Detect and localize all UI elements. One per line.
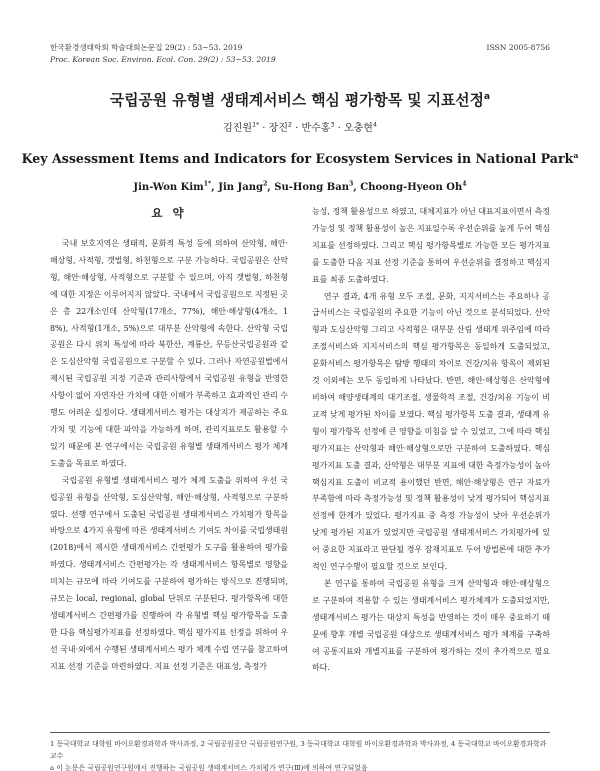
author-separator: , — [267, 182, 275, 193]
author-separator: , — [353, 182, 361, 193]
author-korean-1-mark: 1* — [252, 121, 260, 129]
author-korean-3: 반수홍 — [301, 123, 331, 134]
title-korean-footnote-mark: a — [483, 91, 491, 103]
author-separator: , — [211, 182, 219, 193]
abstract-right-column — [312, 204, 550, 677]
abstract-paragraph: 연구 결과, 4개 유형 모두 조절, 문화, 지지서비스는 주요하나 공급서비스는 국립공원의 주요한 기능이 아닌 것으로 분석되었다. 산악형과 도심산악형 그리고 사적형은 대부분 산림 생태계 위주임에 따라 조절서비스와 지지서비스의 핵심 평가항목은 동일하게 도출되었고, 문화서비스 평가항목은 탐방 행태의 차이로 건강/치유 항목이 제외된 것 이외에는 모두 동일하게 나타났다. 반면, 해안·해상형은 산악형에 비하여 해양생태계의 대기조절, 생물학적 조절, 건강/치유 기능이 비교적 낮게 평가된 차이를 보였다. 핵심 평가항목 도출 결과, 생태계 유형이 평가항목 선정에 큰 영향을 미침을 알 수 있었고, 그에 따라 핵심 평가지표는 산악형과 해안·해상형으로만 구분하여 도출하였다. 핵심 평가지표 도출 결과, 산악형은 대부분 지표에 대한 측정가능성이 높아 핵심지표 도출이 비교적 용이했던 반면, 해안·해상형은 연구 자료가 부족함에 따라 측정가능성 및 정책 활용성이 낮게 평가되어 핵심지표 선정에 한계가 있었다. 평가지표 중 측정 가능성이 낮아 우선순위가 낮게 평가된 지표가 있었지만 국립공원 생태계서비스 가치평가에 있어 중요한 지표라고 판단될 경우 잠재지표로 두어 방법론에 대한 추가적인 연구수행이 필요할 것으로 보인다. — [312, 291, 550, 572]
abstract-paragraph: 국내 보호지역은 생태적, 문화적 특성 등에 의하여 산악형, 해안·해상형, 사적형, 갯벌형, 하천형으로 구분 가능하다. 국립공원은 산악형, 해안·해상형, 사적형으로 구분할 수 있으며, 아직 갯벌형, 하천형에 대한 지정은 이루어지지 않았다. 국내에서 국립공원으로 지정된 곳은 총 22개소인데 산악형(17개소, 77%), 해안·해상형(4개소, 18%), 사적형(1개소, 5%)으로 대부분 산악형에 속한다. 산악형 국립공원은 다시 위치 특성에 따라 북한산, 계룡산, 무등산국립공원과 같은 도심산악형 국립공원으로 구분할 수 있다. 그러나 자연공원법에서 제시된 국립공원 지정 기준과 관리사항에서 국립공원 유형을 반영한 사항이 없어 자연자산 가치에 대한 이해가 부족하고 효과적인 관리 수행도 어려운 실정이다. 생태계서비스 평가는 대상지가 제공하는 주요 가치 및 기능에 대한 파악을 가능하게 하며, 관리지표로도 활용할 수 있기 때문에 본 연구에서는 국립공원 유형별 생태계서비스 평가 체계 도출을 목표로 하였다. — [50, 239, 288, 468]
issn: ISSN 2005-8756 — [486, 43, 550, 52]
author-separator: · — [334, 123, 344, 134]
author-english-1-mark: 1* — [203, 180, 212, 188]
authors-korean — [0, 122, 600, 136]
author-separator: · — [291, 123, 302, 134]
author-korean-4: 오충현 — [343, 123, 373, 134]
author-korean-2-mark: 2 — [288, 121, 292, 129]
author-korean-2: 장진 — [268, 123, 288, 134]
journal-citation-english: Proc. Korean Soc. Environ. Ecol. Con. 29(2) : 53~53. 2019 — [50, 55, 276, 64]
author-korean-1: 김진원 — [223, 123, 253, 134]
title-english — [0, 150, 600, 168]
journal-citation-korean: 한국환경생태학회 학술대회논문집 29(2) : 53~53. 2019 — [50, 43, 243, 52]
title-english-footnote-mark: a — [573, 150, 579, 160]
author-korean-3-mark: 3 — [330, 121, 335, 129]
abstract-heading: 요 약 — [151, 206, 187, 220]
title-english-text: Key Assessment Items and Indicators for Ecosystem Services in National Park — [21, 151, 574, 166]
author-english-1: Jin-Won Kim — [133, 182, 204, 193]
author-english-2: Jin Jang — [218, 182, 263, 193]
abstract-paragraph: 본 연구를 통하여 국립공원 유형을 크게 산악형과 해안·해상형으로 구분하여 적용할 수 있는 생태계서비스 평가체계가 도출되었지만, 생태계서비스 평가는 대상지 특성을 반영하는 것이 매우 중요하기 때문에 향후 개별 국립공원 대상으로 생태계서비스 평가 체계를 구축하여 공통지표와 개별지표를 구분하여 평가하는 것이 추가적으로 필요하다. — [312, 578, 550, 673]
author-english-2-mark: 2 — [262, 180, 268, 188]
running-header — [50, 42, 550, 54]
author-english-3: Su-Hong Ban — [274, 182, 349, 193]
abstract-paragraph: 능성, 정책 활용성으로 하였고, 대체지표가 아닌 대표지표이면서 측정가능성 및 정책 활용성이 높은 지표일수록 우선순위를 높게 두어 핵심지표를 선정하였다. 그리고 핵심 평가항목별로 가능한 모든 평가지표를 도출한 다음 지표 선정 기준을 통하여 우선순위를 결정하고 핵심지표를 최종 도출하였다. — [312, 207, 550, 284]
abstract-paragraph: 국립공원 유형별 생태계서비스 평가 체계 도출을 위하여 우선 국립공원 유형을 산악형, 도심산악형, 해안·해상형, 사적형으로 구분하였다. 선행 연구에서 도출된 국립공원 생태계서비스 가치평가 항목을 바탕으로 4가지 유형에 따른 생태계서비스 기여도 차이를 국립생태원(2018)에서 제시한 생태계서비스 간편평가 도구를 활용하여 평가를 하였다. 생태계서비스 간편평가는 각 생태계서비스 항목별로 영향을 미치는 규모에 따라 기여도를 구분하여 평가하는 방식으로 진행되며, 규모는 local, regional, global 단위로 구분된다. 평가항목에 대한 생태계서비스 간편평가를 진행하여 각 유형별 핵심 평가항목을 도출한 다음 핵심평가지표를 선정하였다. 핵심 평가지표 선정을 위하여 우선 국내·외에서 수행된 생태계서비스 평가 체계 수립 연구를 참고하여 지표 선정 기준을 마련하였다. 지표 선정 기준은 대표성, 측정가 — [50, 475, 288, 671]
title-korean — [0, 91, 600, 111]
author-separator: · — [259, 123, 269, 134]
footnote-divider — [50, 732, 550, 733]
author-english-3-mark: 3 — [348, 180, 354, 188]
abstract-left-column — [50, 236, 288, 676]
author-english-4: Choong-Hyeon Oh — [360, 182, 463, 193]
authors-english — [0, 181, 600, 195]
author-english-4-mark: 4 — [462, 180, 467, 188]
author-korean-4-mark: 4 — [372, 121, 377, 129]
footnote-affiliations: 1 동국대학교 대학원 바이오환경과학과 박사과정, 2 국립공원공단 국립공원연구원, 3 동국대학교 대학원 바이오환경과학과 박사과정, 4 동국대학교 바이오환경과학과 교수 — [50, 740, 547, 760]
title-korean-text: 국립공원 유형별 생태계서비스 핵심 평가항목 및 지표선정 — [109, 92, 484, 109]
footnote-funding: a 이 논문은 국립공원연구원에서 진행하는 국립공원 생태계서비스 가치평가 연구(Ⅲ)에 의하여 연구되었음 — [50, 764, 368, 771]
